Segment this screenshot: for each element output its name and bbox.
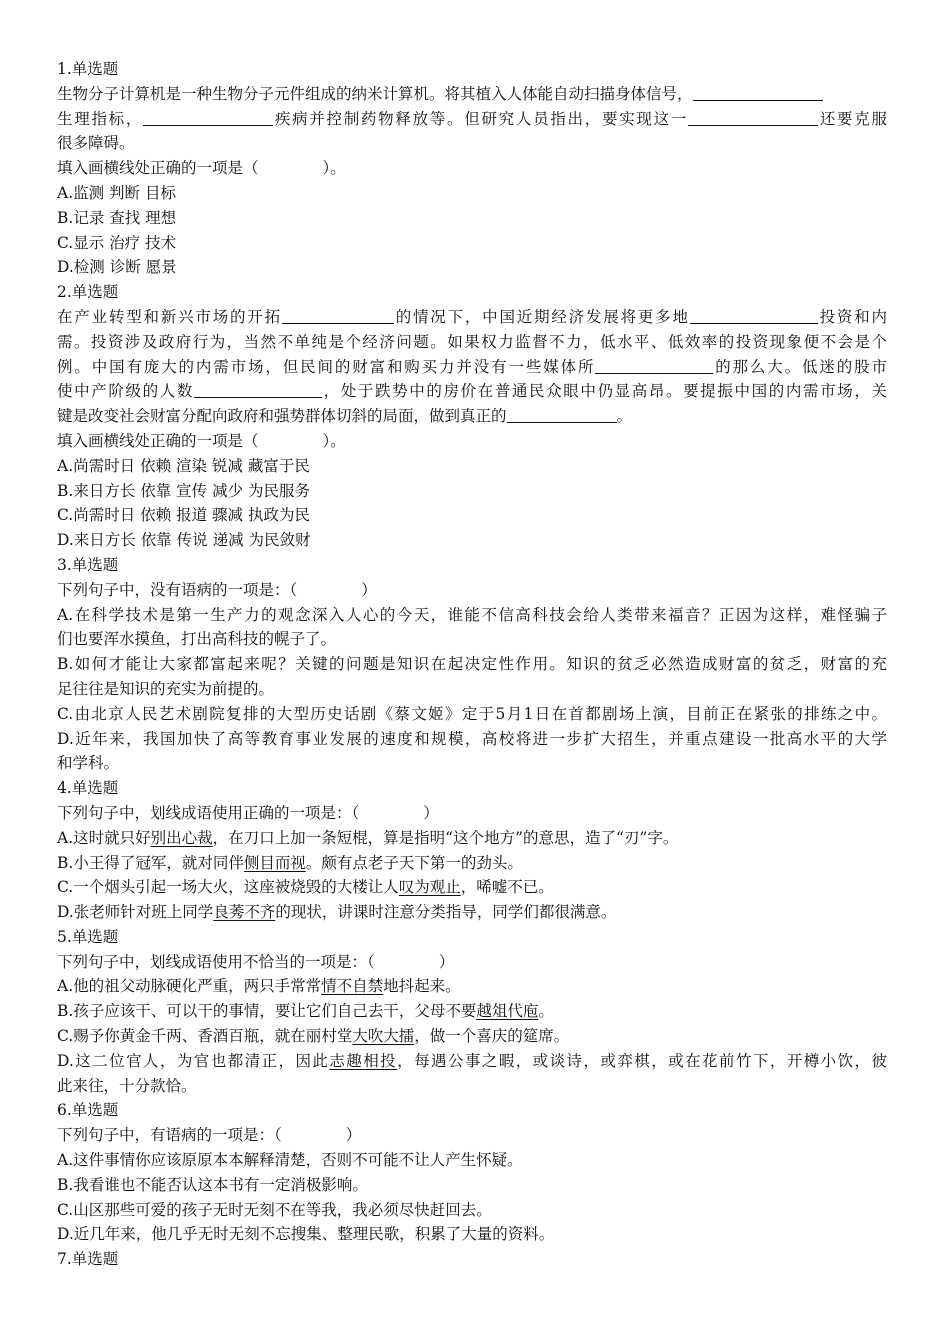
option-text: B.小王得了冠军，就对同伴 xyxy=(57,853,244,872)
stem-text: 使中产阶级的人数 xyxy=(57,382,194,401)
option-text: ，唏嘘不已。 xyxy=(460,878,554,897)
question-prompt xyxy=(57,156,887,181)
question-header: 5.单选题 xyxy=(57,927,119,946)
answer-blank xyxy=(143,109,273,126)
question-header: 6.单选题 xyxy=(57,1101,119,1120)
question-header: 3.单选题 xyxy=(57,555,119,574)
underlined-idiom: 志趣相投 xyxy=(329,1051,398,1070)
question-7 xyxy=(57,1247,887,1272)
option-d: D.近年来，我国加快了高等教育事业发展的速度和规模，高校将进一步扩大招生，并重点建设一批高水平的大学 xyxy=(57,729,887,748)
stem-text: 键是改变社会财富分配向政府和强势群体切斜的局面，做到真正的 xyxy=(57,407,507,426)
option-a: A.在科学技术是第一生产力的观念深入人心的今天，谁能不信高科技会给人类带来福音？正因为这样，难怪骗子 xyxy=(57,605,887,624)
prompt-text: 下列句子中，划线成语使用正确的一项是：（ xyxy=(57,803,360,822)
option-d-cont: 此来往，十分款恰。 xyxy=(57,1076,197,1095)
option-b: B.来日方长 依靠 宣传 减少 为民服务 xyxy=(57,481,311,500)
answer-blank xyxy=(282,307,394,324)
prompt-end: ） xyxy=(438,952,455,971)
underlined-idiom: 大吹大擂 xyxy=(352,1027,415,1046)
option-text: D.这二位官人，为官也都清正，因此 xyxy=(57,1051,330,1070)
underlined-idiom: 情不自禁 xyxy=(321,977,384,996)
stem-text: 例。中国有庞大的内需市场，但民间的财富和购买力并没有一些媒体所 xyxy=(57,357,596,376)
stem-text: 生理指标， xyxy=(57,109,144,128)
question-header: 2.单选题 xyxy=(57,283,119,302)
option-text: 。颇有点老子天下第一的劲头。 xyxy=(305,853,523,872)
question-stem-line xyxy=(57,404,887,429)
stem-text: 的那么大。低迷的股市 xyxy=(713,357,887,376)
option-d-cont: 和学科。 xyxy=(57,754,120,773)
answer-blank xyxy=(690,307,818,324)
option-a: A.这件事情你应该原原本本解释清楚，否则不可能不让人产生怀疑。 xyxy=(57,1151,523,1170)
option-text: 。 xyxy=(538,1002,554,1021)
underlined-idiom: 叹为观止 xyxy=(398,878,461,897)
question-1 xyxy=(57,57,887,280)
option-text: D.张老师针对班上同学 xyxy=(57,903,214,922)
prompt-text: 下列句子中，划线成语使用不恰当的一项是：（ xyxy=(57,952,375,971)
question-stem-line xyxy=(57,107,887,132)
prompt-end: ） xyxy=(345,1126,362,1145)
option-text: A.这时就只好 xyxy=(57,828,151,847)
option-c xyxy=(57,1024,887,1049)
option-text: A.他的祖父动脉硬化严重，两只手常常 xyxy=(57,977,322,996)
stem-text: 还要克服 xyxy=(818,109,887,128)
option-d: D.近几年来，他几乎无时无刻不忘搜集、整理民歌，积累了大量的资料。 xyxy=(57,1225,555,1244)
option-c: C.尚需时日 依赖 报道 骤减 执政为民 xyxy=(57,506,310,525)
option-a-cont: 们也要浑水摸鱼，打出高科技的幌子了。 xyxy=(57,630,337,649)
stem-text: ，处于跌势中的房价在普通民众眼中仍显高昂。要提振中国的内需市场，关 xyxy=(321,382,887,401)
option-b: B.如何才能让大家都富起来呢？关键的问题是知识在起决定性作用。知识的贫乏必然造成财富的贫乏，财富的充 xyxy=(57,655,887,674)
option-c: C.由北京人民艺术剧院复排的大型历史话剧《蔡文姬》定于5月1日在首都剧场上演，目前正在紧张的排练之中。 xyxy=(57,704,887,723)
question-prompt xyxy=(57,578,887,603)
stem-text: 投资和内 xyxy=(817,307,887,326)
underlined-idiom: 侧目而视 xyxy=(243,853,306,872)
prompt-end: ） xyxy=(423,803,439,822)
question-stem-line xyxy=(57,379,887,404)
question-5 xyxy=(57,925,887,1099)
question-stem-line: 很多障碍。 xyxy=(57,134,135,153)
option-text: 地抖起来。 xyxy=(383,977,461,996)
question-prompt xyxy=(57,801,887,826)
question-header: 1.单选题 xyxy=(57,60,119,78)
answer-blank xyxy=(194,381,322,398)
prompt-end: ）。 xyxy=(322,159,346,178)
option-d xyxy=(57,1049,887,1074)
underlined-idiom: 良莠不齐 xyxy=(213,903,276,922)
question-stem-line xyxy=(57,82,887,107)
option-b-cont: 足往往是知识的充实为前提的。 xyxy=(57,679,275,698)
option-text: ，在刀口上加一条短棍，算是指明“这个地方”的意思，造了“刃”字。 xyxy=(212,828,679,847)
question-2 xyxy=(57,280,887,553)
question-prompt xyxy=(57,1123,887,1148)
option-c: C.显示 治疗 技术 xyxy=(57,233,177,252)
answer-blank xyxy=(595,357,713,374)
prompt-text: 填入画横线处正确的一项是（ xyxy=(57,159,259,178)
option-b xyxy=(57,999,887,1024)
option-a xyxy=(57,826,887,851)
question-4 xyxy=(57,776,887,925)
option-text: ，做一个喜庆的筵席。 xyxy=(414,1027,570,1046)
underlined-idiom: 越俎代庖 xyxy=(476,1002,539,1021)
option-d xyxy=(57,900,887,925)
option-d: D.检测 诊断 愿景 xyxy=(57,258,177,277)
question-prompt xyxy=(57,950,887,975)
stem-text: 在产业转型和新兴市场的开拓 xyxy=(57,307,282,326)
option-text: 的现状，讲课时注意分类指导，同学们都很满意。 xyxy=(275,903,617,922)
answer-blank xyxy=(507,406,617,423)
prompt-text: 下列句子中，有语病的一项是：（ xyxy=(57,1126,282,1145)
option-text: ，每遇公事之暇，或谈诗，或弈棋，或在花前竹下，开樽小饮，彼 xyxy=(397,1051,887,1070)
answer-blank xyxy=(693,84,823,101)
underlined-idiom: 别出心裁 xyxy=(150,828,213,847)
option-b: B.我看谁也不能否认这本书有一定消极影响。 xyxy=(57,1175,368,1194)
answer-blank xyxy=(688,109,818,126)
question-header: 7.单选题 xyxy=(57,1250,119,1269)
exam-page xyxy=(57,57,887,1272)
question-3 xyxy=(57,553,887,776)
question-stem-line: 需。投资涉及政府行为，当然不单纯是个经济问题。如果权力监督不力，低水平、低效率的投资现象便不会是个 xyxy=(57,332,887,351)
question-6 xyxy=(57,1098,887,1247)
option-a: A.监测 判断 目标 xyxy=(57,183,176,202)
option-d: D.来日方长 依靠 传说 递减 为民敛财 xyxy=(57,531,311,550)
prompt-text: 下列句子中，没有语病的一项是：（ xyxy=(57,580,298,599)
question-header: 4.单选题 xyxy=(57,779,119,798)
prompt-end: ） xyxy=(361,580,377,599)
option-c: C.山区那些可爱的孩子无时无刻不在等我，我必须尽快赶回去。 xyxy=(57,1200,492,1219)
question-stem-line xyxy=(57,355,887,380)
stem-text: 。 xyxy=(616,407,633,426)
stem-text: 的情况下，中国近期经济发展将更多地 xyxy=(393,307,690,326)
prompt-text: 填入画横线处正确的一项是（ xyxy=(57,431,259,450)
option-text: B.孩子应该干、可以干的事情，要让它们自己去干，父母不要 xyxy=(57,1002,477,1021)
option-b: B.记录 查找 理想 xyxy=(57,208,177,227)
question-prompt xyxy=(57,429,887,454)
stem-text: 疾病并控制药物释放等。但研究人员指出，要实现这一 xyxy=(273,109,689,128)
option-a: A.尚需时日 依赖 渲染 锐减 藏富于民 xyxy=(57,456,310,475)
question-stem-line xyxy=(57,305,887,330)
option-text: C.一个烟头引起一场大火，这座被烧毁的大楼让人 xyxy=(57,878,399,897)
option-b xyxy=(57,851,887,876)
option-a xyxy=(57,974,887,999)
prompt-end: ）。 xyxy=(322,431,346,450)
option-c xyxy=(57,875,887,900)
stem-text: 生物分子计算机是一种生物分子元件组成的纳米计算机。将其植入人体能自动扫描身体信号， xyxy=(57,84,693,103)
option-text: C.赐予你黄金千两、香酒百瓶，就在丽村堂 xyxy=(57,1027,353,1046)
